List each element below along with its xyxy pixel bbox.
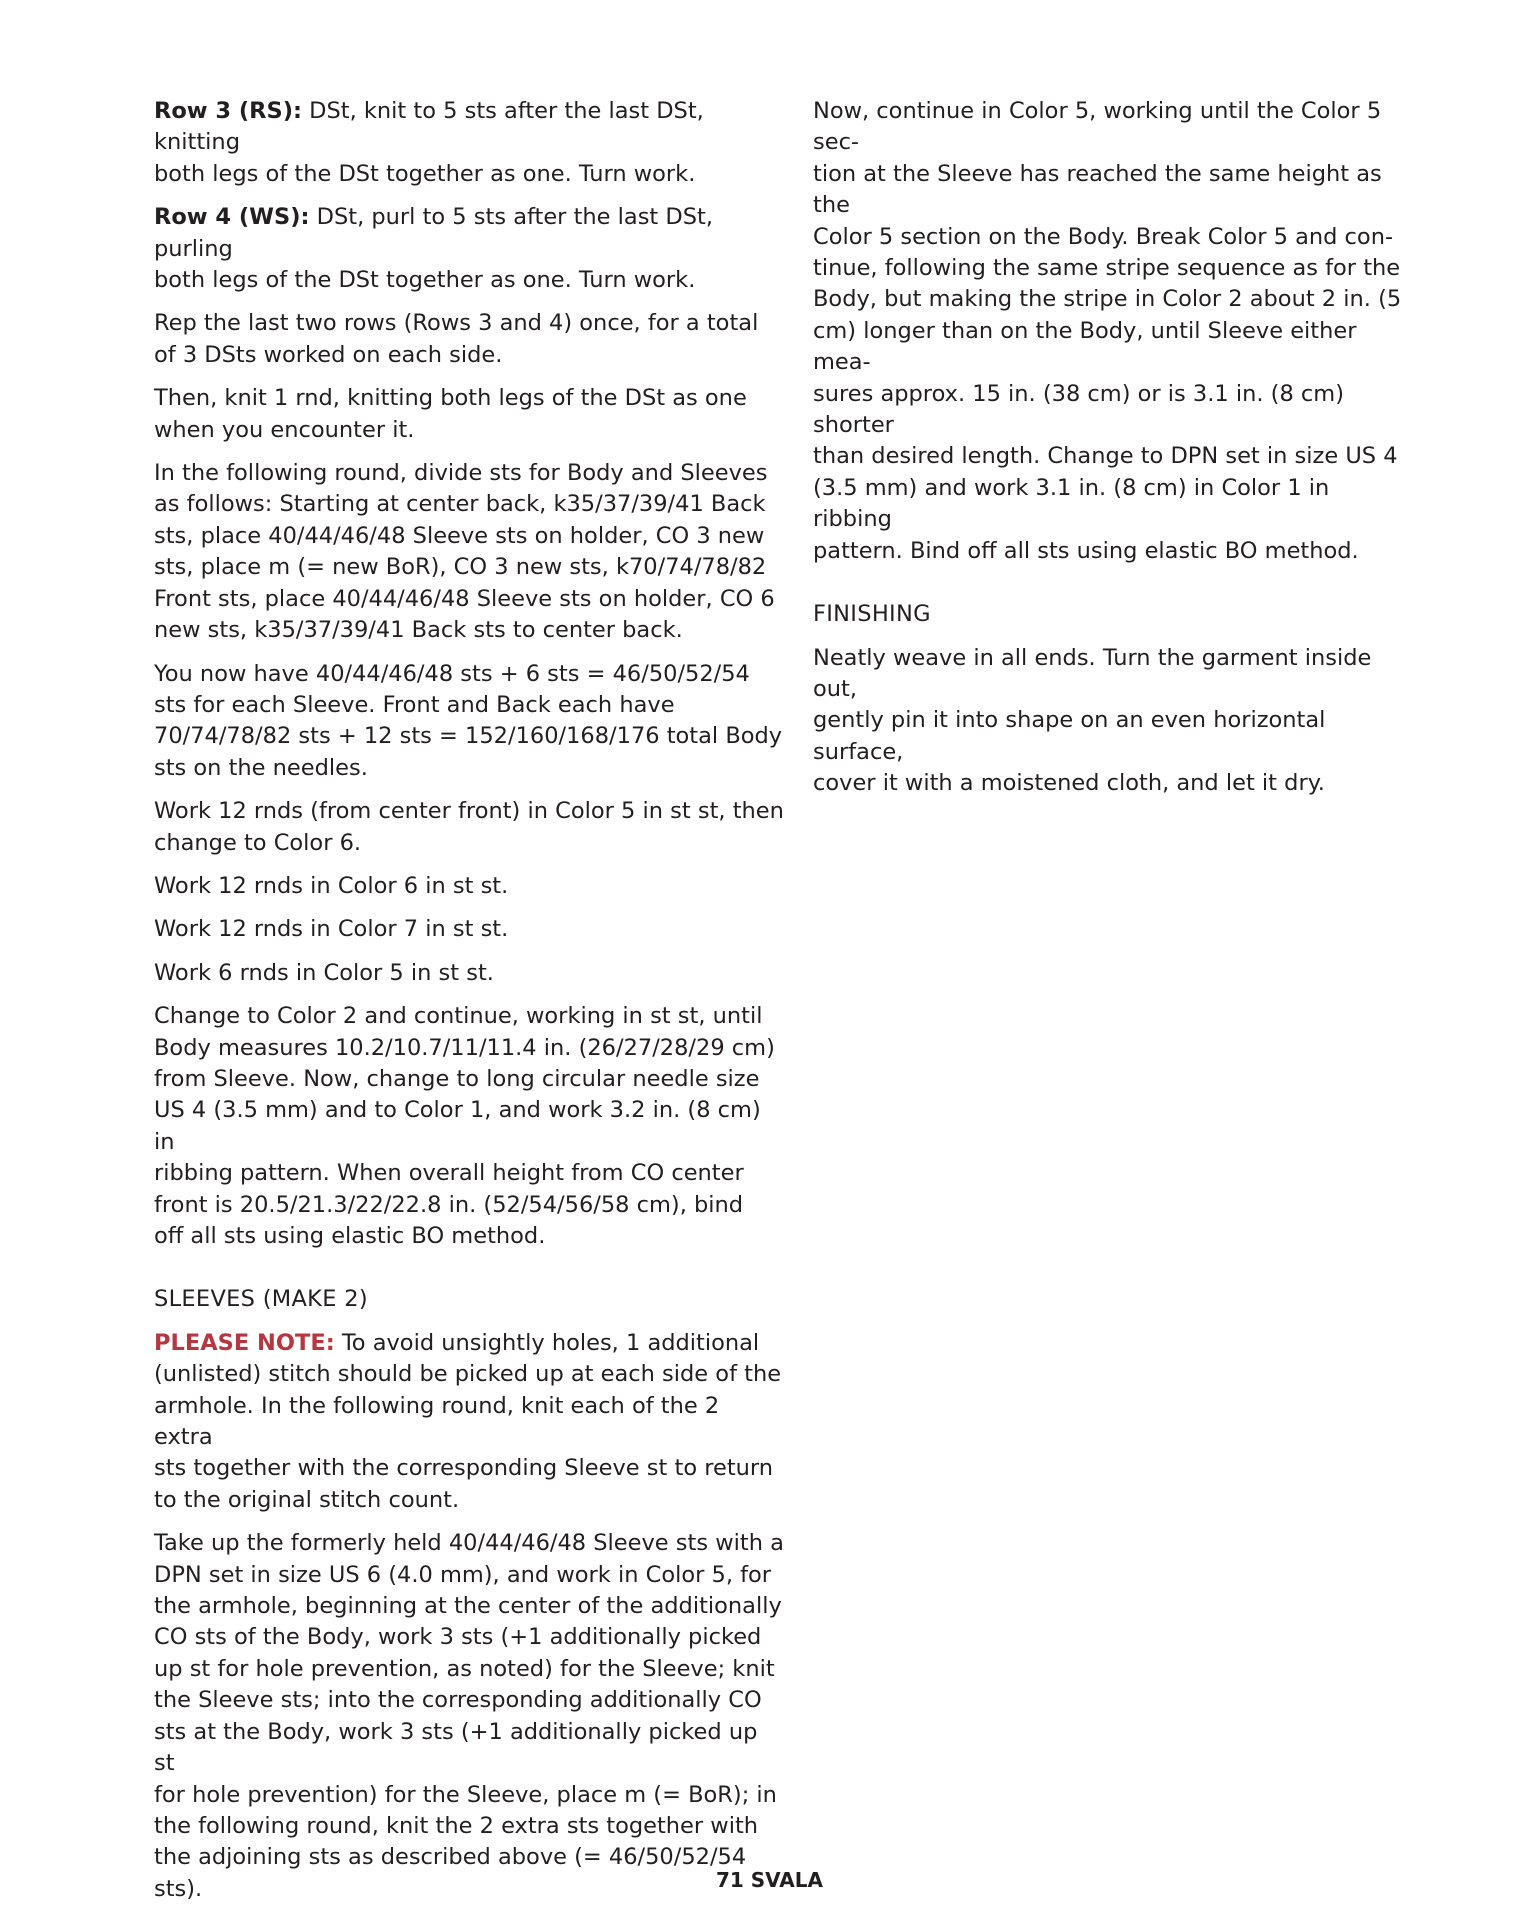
continue-color5-paragraph: Now, continue in Color 5, working until the Color 5 sec- tion at the Sleeve has reached the same height as the Color 5 section on the Body. Break Color 5 and con- tinue, following the same stripe sequence as for the Body, but making the stripe in Color 2 about 2 in. (5 cm) longer than on the Body, until Sleeve either mea- sures approx. 15 in. (38 cm) or is 3.1 in. (8 cm) shorter than desired length. Change to DPN set in size US 4 (3.5 mm) and work 3.1 in. (8 cm) in Color 1 in ribbing pattern. Bind off all sts using elastic BO method.	[813, 98, 1402, 564]
row4-label: Row 4 (WS):	[154, 204, 310, 231]
work-6-rnds-paragraph: Work 6 rnds in Color 5 in st st.	[154, 959, 494, 986]
take-up-paragraph: Take up the formerly held 40/44/46/48 Sleeve sts with a DPN set in size US 6 (4.0 mm), and work in Color 5, for the armhole, beginning at the center of the additionally CO sts of the Body, work 3 sts (+1 additionally picked up st for hole prevention, as noted) for the Sleeve; knit the Sleeve sts; into the corresponding additionally CO sts at the Body, work 3 sts (+1 additionally picked up st for hole prevention) for the Sleeve, place m (= BoR); in the following round, knit the 2 extra sts together with the adjoining sts as described above (= 46/50/52/54 sts).	[154, 1530, 784, 1902]
finishing-heading: FINISHING	[813, 601, 931, 628]
finishing-paragraph: Neatly weave in all ends. Turn the garment inside out, gently pin it into shape on an even horizontal surface, cover it with a moistened cloth, and let it dry.	[813, 644, 1372, 797]
row4-paragraph	[154, 202, 784, 296]
sleeves-heading: SLEEVES (MAKE 2)	[154, 1286, 368, 1313]
row3-label: Row 3 (RS):	[154, 98, 302, 124]
stitch-count-paragraph: You now have 40/44/46/48 sts + 6 sts = 46/50/52/54 sts for each Sleeve. Front and Back each have 70/74/78/82 sts + 12 sts = 152/160/168/176 total Body sts on the needles.	[154, 660, 783, 781]
work-color5-paragraph: Work 12 rnds (from center front) in Color 5 in st st, then change to Color 6.	[154, 798, 784, 856]
work-color7-paragraph: Work 12 rnds in Color 7 in st st.	[154, 916, 509, 943]
left-column	[154, 96, 784, 1917]
work-color6-paragraph: Work 12 rnds in Color 6 in st st.	[154, 872, 509, 899]
knit-round-paragraph: Then, knit 1 rnd, knitting both legs of the DSt as one when you encounter it.	[154, 385, 747, 443]
divide-paragraph: In the following round, divide sts for Body and Sleeves as follows: Starting at center back, k35/37/39/41 Back sts, place 40/44/46/48 Sleeve sts on holder, CO 3 new sts, place m (= new BoR), CO 3 new sts, k70/74/78/82 Front sts, place 40/44/46/48 Sleeve sts on holder, CO 6 new sts, k35/37/39/41 Back sts to center back.	[154, 460, 775, 644]
row4-text: DSt, purl to 5 sts after the last DSt, purling both legs of the DSt together as one. Turn work.	[154, 204, 713, 294]
please-note-paragraph	[154, 1328, 784, 1516]
please-note-text: To avoid unsightly holes, 1 additional (unlisted) stitch should be picked up at each side of the armhole. In the following round, knit each of the 2 extra sts together with the corresponding Sleeve st to return to the original stitch count.	[154, 1329, 782, 1513]
repeat-paragraph: Rep the last two rows (Rows 3 and 4) once, for a total of 3 DSts worked on each side.	[154, 310, 759, 368]
row3-paragraph	[154, 96, 784, 190]
page-footer: 71 SVALA	[715, 1868, 824, 1892]
please-note-label: PLEASE NOTE:	[154, 1329, 335, 1356]
row3-text: DSt, knit to 5 sts after the last DSt, knitting both legs of the DSt together as one. Turn work.	[154, 98, 704, 187]
change-color2-paragraph: Change to Color 2 and continue, working in st st, until Body measures 10.2/10.7/11/11.4 in. (26/27/28/29 cm) from Sleeve. Now, change to long circular needle size US 4 (3.5 mm) and to Color 1, and work 3.2 in. (8 cm) in ribbing pattern. When overall height from CO center front is 20.5/21.3/22/22.8 in. (52/54/56/58 cm), bind off all sts using elastic BO method.	[154, 1003, 775, 1249]
right-column	[813, 96, 1413, 812]
